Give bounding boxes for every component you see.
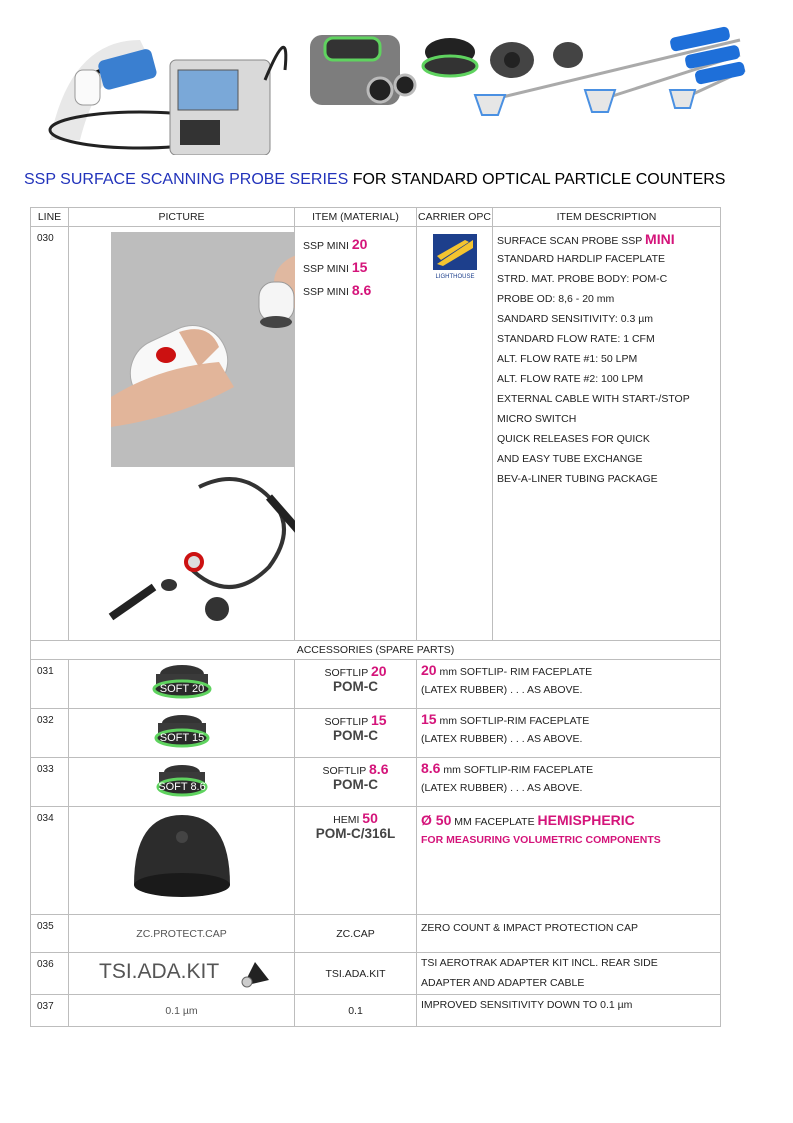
faceplates-image xyxy=(423,38,583,78)
item-entry: SSP MINI 20 xyxy=(303,236,368,252)
softlip-label: SOFT 20 xyxy=(159,683,204,695)
item-cell: 0.1 xyxy=(295,995,417,1027)
item-cell: ZC.CAP xyxy=(295,915,417,953)
product-name: TSI.ADA.KIT xyxy=(99,959,220,983)
line-number: 033 xyxy=(31,758,69,807)
line-number: 034 xyxy=(31,807,69,915)
softlip-image xyxy=(69,660,295,709)
description-cell: Ø 50 MM FACEPLATE HEMISPHERIC FOR MEASURING VOLUMETRIC COMPONENTS xyxy=(417,807,721,915)
line-number: 031 xyxy=(31,660,69,709)
lighthouse-logo xyxy=(433,234,477,284)
item-entry: SSP MINI 8.6 xyxy=(303,282,372,298)
desc-line: QUICK RELEASES FOR QUICK xyxy=(497,433,650,445)
adapter-image xyxy=(235,956,275,992)
accessories-header: ACCESSORIES (SPARE PARTS) xyxy=(31,641,721,660)
desc-line: STANDARD FLOW RATE: 1 CFM xyxy=(497,333,655,345)
desc-line: SANDARD SENSITIVITY: 0.3 µm xyxy=(497,313,654,325)
description-cell: 8.6 mm SOFTLIP-RIM FACEPLATE (LATEX RUBBER) . . . AS ABOVE. xyxy=(417,758,721,807)
picture-cell xyxy=(69,227,295,641)
desc-line: EXTERNAL CABLE WITH START-/STOP xyxy=(497,393,690,405)
accessories-header-row xyxy=(31,641,721,660)
description-cell: 20 mm SOFTLIP- RIM FACEPLATE (LATEX RUBBER) . . . AS ABOVE. xyxy=(417,660,721,709)
description-cell: ZERO COUNT & IMPACT PROTECTION CAP xyxy=(417,915,721,953)
softlip-image xyxy=(69,709,295,758)
softlip-image xyxy=(69,758,295,807)
product-name: 0.1 µm xyxy=(69,995,295,1027)
desc-line: SURFACE SCAN PROBE SSP MINI xyxy=(497,231,675,247)
line-number: 036 xyxy=(31,953,69,995)
picture-cell xyxy=(69,953,295,995)
header-description: ITEM DESCRIPTION xyxy=(493,208,721,227)
desc-line: STANDARD HARDLIP FACEPLATE xyxy=(497,253,666,265)
description-cell: 15 mm SOFTLIP-RIM FACEPLATE (LATEX RUBBER) . . . AS ABOVE. xyxy=(417,709,721,758)
product-table xyxy=(30,207,721,1027)
title-series: SSP SURFACE SCANNING PROBE SERIES xyxy=(24,171,349,188)
item-cell: SOFTLIP 15 POM-C xyxy=(295,709,417,758)
item-cell: SOFTLIP 20 POM-C xyxy=(295,660,417,709)
item-cell xyxy=(295,227,417,641)
table-header-row xyxy=(31,208,721,227)
header-line: LINE xyxy=(31,208,69,227)
item-cell: SOFTLIP 8.6 POM-C xyxy=(295,758,417,807)
table-row xyxy=(31,660,721,709)
item-cell: TSI.ADA.KIT xyxy=(295,953,417,995)
page-title xyxy=(24,171,725,189)
table-row xyxy=(31,807,721,915)
desc-line: AND EASY TUBE EXCHANGE xyxy=(497,453,643,465)
line-number: 035 xyxy=(31,915,69,953)
description-cell: IMPROVED SENSITIVITY DOWN TO 0.1 µm xyxy=(417,995,721,1027)
item-entry: SSP MINI 15 xyxy=(303,259,368,275)
svg-text:LIGHTHOUSE: LIGHTHOUSE xyxy=(434,274,475,280)
header-item: ITEM (MATERIAL) xyxy=(295,208,417,227)
desc-line: PROBE OD: 8,6 - 20 mm xyxy=(497,293,615,305)
table-row xyxy=(31,915,721,953)
description-cell xyxy=(493,227,721,641)
desc-line: STRD. MAT. PROBE BODY: POM-C xyxy=(497,273,668,285)
product-name: ZC.PROTECT.CAP xyxy=(69,915,295,953)
header-carrier: CARRIER OPC xyxy=(417,208,493,227)
table-row xyxy=(31,758,721,807)
table-row xyxy=(31,227,721,641)
desc-line: MICRO SWITCH xyxy=(497,413,577,425)
hemi-image xyxy=(69,807,295,915)
line-number: 032 xyxy=(31,709,69,758)
item-cell: HEMI 50 POM-C/316L xyxy=(295,807,417,915)
carrier-cell xyxy=(417,227,493,641)
table-row xyxy=(31,995,721,1027)
description-cell: TSI AEROTRAK ADAPTER KIT INCL. REAR SIDE ADAPTER AND ADAPTER CABLE xyxy=(417,953,721,995)
desc-line: BEV-A-LINER TUBING PACKAGE xyxy=(497,473,658,485)
particle-counter-image xyxy=(50,40,286,155)
table-row xyxy=(31,953,721,995)
line-number: 030 xyxy=(31,227,69,641)
probe-hand-image xyxy=(69,227,295,637)
desc-line: ALT. FLOW RATE #2: 100 LPM xyxy=(497,373,644,385)
softlip-label: SOFT 8.6 xyxy=(157,781,206,793)
header-picture: PICTURE xyxy=(69,208,295,227)
softlip-label: SOFT 15 xyxy=(159,732,204,744)
line-number: 037 xyxy=(31,995,69,1027)
desc-line: ALT. FLOW RATE #1: 50 LPM xyxy=(497,353,638,365)
table-row xyxy=(31,709,721,758)
hero-product-image xyxy=(40,20,760,155)
probe-block-image xyxy=(310,35,415,105)
title-subtitle: FOR STANDARD OPTICAL PARTICLE COUNTERS xyxy=(352,171,726,188)
